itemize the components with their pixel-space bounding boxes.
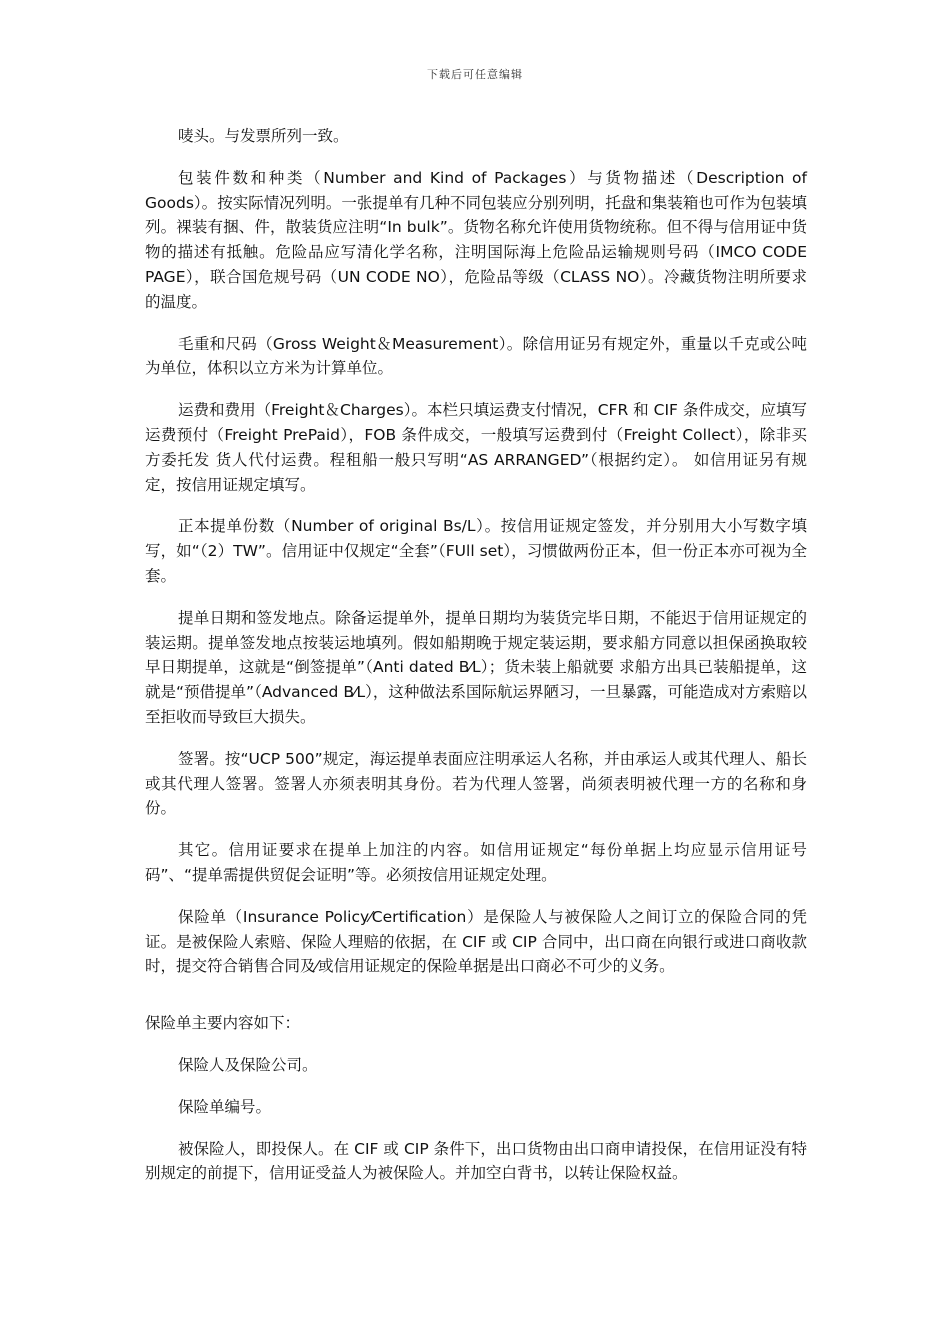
paragraph-original-bl-count: 正本提单份数（Number of original Bs/L）。按信用证规定签发，并分别用大小写数字填写，如“（2）TW”。信用证中仅规定“全套”（FUll set），习惯做两份正本，但一份正本亦可视为全套。 [145,517,807,585]
document-body [145,124,807,1186]
paragraph-policy-number: 保险单编号。 [178,1097,272,1116]
paragraph-insurer: 保险人及保险公司。 [178,1055,318,1074]
paragraph-other: 其它。信用证要求在提单上加注的内容。如信用证规定“每份单据上均应显示信用证号码”、“提单需提供贸促会证明”等。必须按信用证规定处理。 [145,841,807,884]
paragraph-shipping-marks: 唛头。与发票所列一致。 [178,127,349,145]
paragraph-signature: 签署。按“UCP 500”规定，海运提单表面应注明承运人名称，并由承运人或其代理人、船长或其代理人签署。签署人亦须表明其身份。若为代理人签署，尚须表明被代理一方的名称和身份。 [145,749,807,818]
page-header-note: 下载后可任意编辑 [427,68,523,81]
paragraph-insurance-policy: 保险单（Insurance Policy⁄Certification）是保险人与被保险人之间订立的保险合同的凭证。是被保险人索赔、保险人理赔的依据，在 CIF 或 CIP 合同中，出口商在向银行或进口商收款时，提交符合销售合同及⁄或信用证规定的保险单据是出口商必不可少的义务。 [145,907,807,976]
paragraph-insurance-contents-heading: 保险单主要内容如下： [145,1014,301,1033]
paragraph-freight-charges: 运费和费用（Freight＆Charges）。本栏只填运费支付情况，CFR 和 CIF 条件成交，应填写运费预付（Freight PrePaid），FOB 条件成交，一般填写运费到付（Freight Collect），除非买方委托发 货人代付运费。程租船一般只写明“AS ARRANGED”（根据约定）。 如信用证另有规定，按信用证规定填写。 [145,401,807,494]
paragraph-weight-measurement: 毛重和尺码（Gross Weight＆Measurement）。除信用证另有规定外，重量以千克或公吨为单位，体积以立方米为计算单位。 [145,334,807,378]
paragraph-insured: 被保险人，即投保人。在 CIF 或 CIP 条件下，出口货物由出口商申请投保，在信用证没有特别规定的前提下，信用证受益人为被保险人。并加空白背书，以转让保险权益。 [145,1139,807,1183]
paragraph-bl-date-place: 提单日期和签发地点。除备运提单外，提单日期均为装货完毕日期，不能迟于信用证规定的装运期。提单签发地点按装运地填列。假如船期晚于规定装运期，要求船方同意以担保函换取较早日期提单，这就是“倒签提单”（Anti dated B⁄L）；货未装上船就要 求船方出具已装船提单，这就是“预借提单”（Advanced B⁄L），这种做法系国际航运界陋习，一旦暴露，可能造成对方索赔以至拒收而导致巨大损失。 [145,608,807,726]
paragraph-packages-description: 包装件数和种类（Number and Kind of Packages）与货物描述（Description of Goods）。按实际情况列明。一张提单有几种不同包装应分别列明，托盘和集装箱也可作为包装填列。裸装有捆、件，散装货应注明“In bulk”。货物名称允许使用货物统称。但不得与信用证中货物的描述有抵触。危险品应写清化学名称，注明国际海上危险品运输规则号码（IMCO CODE PAGE），联合国危规号码（UN CODE NO），危险品等级（CLASS NO）。冷藏货物注明所要求的温度。 [145,168,807,311]
